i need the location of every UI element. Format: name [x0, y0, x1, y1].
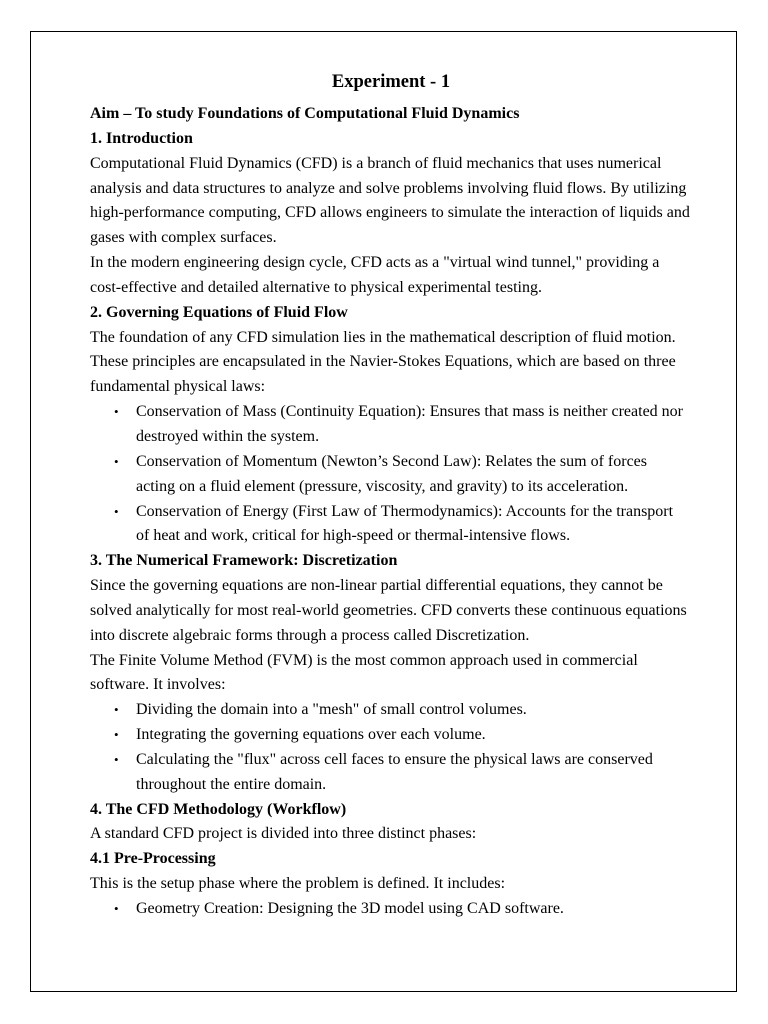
paragraph-intro-1: Computational Fluid Dynamics (CFD) is a branch of fluid mechanics that uses numerical analysis and data structures to analyze and solve problems involving fluid flows. By utilizing high-performance computing, CFD allows engineers to simulate the interaction of liquids and gases with complex surfaces.: [90, 154, 690, 247]
aim-line: Aim – To study Foundations of Computational Fluid Dynamics: [90, 105, 520, 122]
bullet-icon: •: [114, 404, 119, 420]
paragraph-numerical-2: The Finite Volume Method (FVM) is the most common approach used in commercial software. It involves:: [90, 651, 638, 694]
paragraph-governing-1: The foundation of any CFD simulation lies in the mathematical description of fluid motion. These principles are encapsulated in the Navier-Stokes Equations, which are based on three fundamental physical laws:: [90, 328, 676, 396]
bullet-icon: •: [114, 901, 119, 916]
list-item-text: Geometry Creation: Designing the 3D model using CAD software.: [136, 900, 564, 917]
document-page: [30, 31, 737, 992]
paragraph-pre-processing: This is the setup phase where the problem is defined. It includes:: [90, 875, 506, 893]
list-item-text: Dividing the domain into a "mesh" of small control volumes.: [136, 701, 527, 719]
bullet-icon: •: [114, 751, 119, 767]
list-item: [90, 723, 690, 748]
document-title: Experiment - 1: [331, 72, 451, 92]
fvm-steps-list: [90, 698, 690, 797]
list-item-text: Conservation of Mass (Continuity Equation): Ensures that mass is neither created nor destroyed within the system.: [136, 403, 683, 445]
list-item-text: Calculating the "flux" across cell faces to ensure the physical laws are conserved throughout the entire domain.: [136, 750, 653, 793]
list-item: [90, 748, 690, 798]
list-item: [90, 400, 690, 450]
list-item-text: Conservation of Energy (First Law of Thermodynamics): Accounts for the transport of heat and work, critical for high-speed or thermal-intensive flows.: [136, 502, 674, 545]
paragraph-intro-2: In the modern engineering design cycle, CFD acts as a "virtual wind tunnel," providing a cost-effective and detailed alternative to physical experimental testing.: [90, 254, 660, 296]
list-item: [90, 500, 690, 550]
bullet-icon: •: [114, 503, 119, 519]
list-item-text: Integrating the governing equations over each volume.: [136, 726, 486, 744]
subsection-heading-pre-processing: 4.1 Pre-Processing: [90, 850, 216, 868]
governing-laws-list: [90, 400, 690, 549]
list-item: [90, 897, 690, 922]
bullet-icon: •: [114, 727, 119, 743]
list-item: [90, 698, 690, 723]
bullet-icon: •: [114, 702, 119, 718]
bullet-icon: •: [114, 453, 119, 469]
list-item: [90, 450, 690, 500]
section-heading-governing-equations: 2. Governing Equations of Fluid Flow: [90, 303, 348, 321]
section-heading-cfd-methodology: 4. The CFD Methodology (Workflow): [90, 800, 347, 818]
section-heading-introduction: 1. Introduction: [90, 129, 193, 147]
document-body: [90, 67, 690, 922]
list-item-text: Conservation of Momentum (Newton’s Second Law): Relates the sum of forces acting on a fluid element (pressure, viscosity, and gravity) to its acceleration.: [136, 452, 647, 495]
pre-processing-list: [90, 897, 690, 922]
paragraph-numerical-1: Since the governing equations are non-linear partial differential equations, they cannot be solved analytically for most real-world geometries. CFD converts these continuous equations into discrete algebraic forms through a process called Discretization.: [90, 577, 687, 644]
section-heading-numerical-framework: 3. The Numerical Framework: Discretization: [90, 552, 398, 570]
paragraph-methodology-1: A standard CFD project is divided into three distinct phases:: [90, 825, 477, 843]
